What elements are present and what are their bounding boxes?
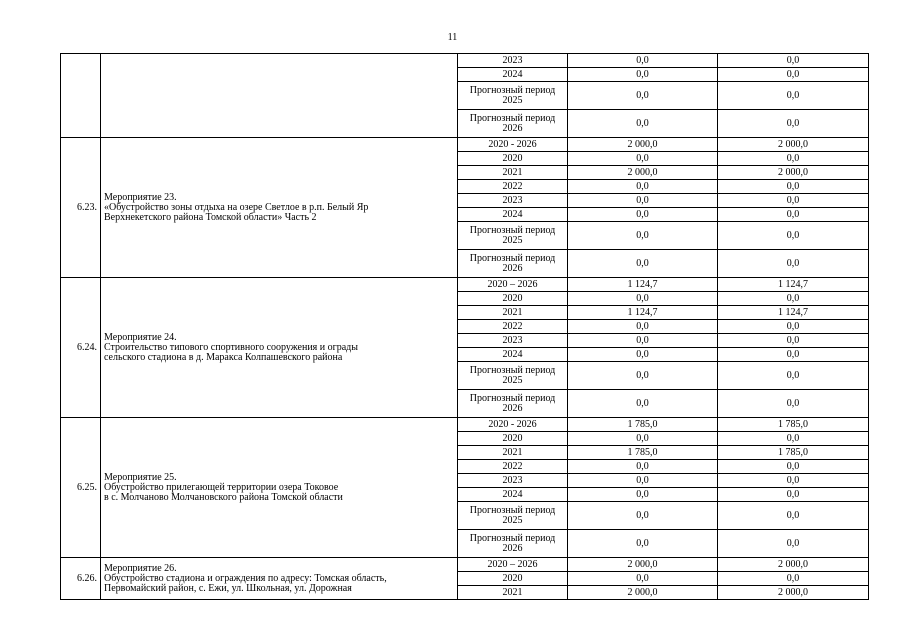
period-cell: 2024 bbox=[458, 68, 568, 82]
value-cell: 0,0 bbox=[568, 222, 718, 250]
value-cell: 0,0 bbox=[718, 54, 869, 68]
value-cell: 0,0 bbox=[568, 292, 718, 306]
value-cell: 0,0 bbox=[568, 82, 718, 110]
value-cell: 0,0 bbox=[718, 334, 869, 348]
value-cell: 2 000,0 bbox=[568, 166, 718, 180]
period-cell: 2022 bbox=[458, 180, 568, 194]
table-row bbox=[61, 278, 869, 292]
period-cell: 2023 bbox=[458, 54, 568, 68]
measure-description-line: «Обустройство зоны отдыха на озере Светлое в р.п. Белый Яр bbox=[104, 201, 369, 213]
value-cell: 0,0 bbox=[718, 292, 869, 306]
measure-title: Мероприятие 26. bbox=[104, 562, 177, 574]
value-cell: 2 000,0 bbox=[718, 138, 869, 152]
value-cell: 0,0 bbox=[568, 208, 718, 222]
period-cell: Прогнозный период 2026 bbox=[458, 390, 568, 418]
value-cell: 0,0 bbox=[568, 54, 718, 68]
value-cell: 1 124,7 bbox=[718, 278, 869, 292]
measure-title: Мероприятие 23. bbox=[104, 191, 177, 203]
measure-number: 6.26. bbox=[61, 558, 101, 600]
value-cell: 0,0 bbox=[568, 334, 718, 348]
period-cell: 2020 bbox=[458, 432, 568, 446]
measure-description-line: в с. Молчаново Молчановского района Томской области bbox=[104, 491, 343, 503]
period-cell: 2020 - 2026 bbox=[458, 418, 568, 432]
period-cell: 2024 bbox=[458, 208, 568, 222]
value-cell: 0,0 bbox=[718, 488, 869, 502]
period-cell: Прогнозный период 2025 bbox=[458, 82, 568, 110]
period-cell: Прогнозный период 2026 bbox=[458, 110, 568, 138]
value-cell: 1 785,0 bbox=[718, 446, 869, 460]
value-cell: 0,0 bbox=[568, 194, 718, 208]
value-cell: 0,0 bbox=[568, 432, 718, 446]
value-cell: 2 000,0 bbox=[568, 586, 718, 600]
value-cell: 0,0 bbox=[568, 348, 718, 362]
value-cell: 1 785,0 bbox=[568, 446, 718, 460]
measure-title: Мероприятие 25. bbox=[104, 471, 177, 483]
value-cell: 0,0 bbox=[718, 250, 869, 278]
financing-table bbox=[60, 53, 869, 600]
period-cell: 2022 bbox=[458, 320, 568, 334]
value-cell: 0,0 bbox=[718, 68, 869, 82]
table-row bbox=[61, 418, 869, 432]
value-cell: 0,0 bbox=[718, 474, 869, 488]
value-cell: 0,0 bbox=[568, 572, 718, 586]
value-cell: 0,0 bbox=[568, 68, 718, 82]
measure-description-line: Обустройство стадиона и ограждения по адресу: Томская область, bbox=[104, 572, 387, 584]
value-cell: 1 785,0 bbox=[718, 418, 869, 432]
measure-number: 6.25. bbox=[61, 418, 101, 558]
value-cell: 0,0 bbox=[718, 82, 869, 110]
period-cell: 2023 bbox=[458, 474, 568, 488]
value-cell: 0,0 bbox=[718, 460, 869, 474]
period-cell: Прогнозный период 2026 bbox=[458, 530, 568, 558]
value-cell: 2 000,0 bbox=[718, 166, 869, 180]
period-cell: 2020 bbox=[458, 152, 568, 166]
period-cell: 2021 bbox=[458, 446, 568, 460]
value-cell: 0,0 bbox=[718, 320, 869, 334]
measure-description-line: Строительство типового спортивного сооружения и ограды bbox=[104, 341, 358, 353]
period-cell: 2021 bbox=[458, 166, 568, 180]
value-cell: 0,0 bbox=[568, 362, 718, 390]
measure-name-cell bbox=[101, 418, 458, 558]
value-cell: 0,0 bbox=[718, 152, 869, 166]
value-cell: 2 000,0 bbox=[568, 558, 718, 572]
table-row bbox=[61, 54, 869, 68]
value-cell: 0,0 bbox=[718, 390, 869, 418]
value-cell: 0,0 bbox=[718, 362, 869, 390]
period-cell: 2020 - 2026 bbox=[458, 138, 568, 152]
period-cell: Прогнозный период 2026 bbox=[458, 250, 568, 278]
period-cell: 2023 bbox=[458, 334, 568, 348]
value-cell: 0,0 bbox=[718, 208, 869, 222]
table-row bbox=[61, 138, 869, 152]
period-cell: 2020 bbox=[458, 572, 568, 586]
measure-number-cell bbox=[61, 54, 101, 138]
period-cell: 2021 bbox=[458, 586, 568, 600]
page-number: 11 bbox=[447, 32, 458, 43]
value-cell: 2 000,0 bbox=[718, 586, 869, 600]
measure-description-line: Верхнекетского района Томской области» Часть 2 bbox=[104, 211, 317, 223]
period-cell: 2023 bbox=[458, 194, 568, 208]
measure-number: 6.24. bbox=[61, 278, 101, 418]
value-cell: 0,0 bbox=[568, 152, 718, 166]
value-cell: 1 124,7 bbox=[718, 306, 869, 320]
value-cell: 1 124,7 bbox=[568, 306, 718, 320]
measure-number: 6.23. bbox=[61, 138, 101, 278]
value-cell: 0,0 bbox=[568, 180, 718, 194]
value-cell: 0,0 bbox=[568, 390, 718, 418]
value-cell: 0,0 bbox=[568, 530, 718, 558]
measure-name-cell bbox=[101, 558, 458, 600]
value-cell: 0,0 bbox=[718, 194, 869, 208]
measure-name-cell bbox=[101, 278, 458, 418]
period-cell: 2020 bbox=[458, 292, 568, 306]
measure-name-cell bbox=[101, 138, 458, 278]
value-cell: 0,0 bbox=[568, 460, 718, 474]
value-cell: 0,0 bbox=[568, 474, 718, 488]
value-cell: 0,0 bbox=[718, 530, 869, 558]
measure-description-line: Обустройство прилегающей территории озера Токовое bbox=[104, 481, 339, 493]
value-cell: 0,0 bbox=[718, 432, 869, 446]
value-cell: 0,0 bbox=[568, 488, 718, 502]
measure-title: Мероприятие 24. bbox=[104, 331, 177, 343]
measure-description-line: Первомайский район, с. Ежи, ул. Школьная, ул. Дорожная bbox=[104, 582, 352, 594]
value-cell: 0,0 bbox=[718, 222, 869, 250]
period-cell: Прогнозный период 2025 bbox=[458, 222, 568, 250]
measure-description-line: сельского стадиона в д. Маракса Колпашевского района bbox=[104, 351, 343, 363]
period-cell: 2022 bbox=[458, 460, 568, 474]
period-cell: 2024 bbox=[458, 348, 568, 362]
value-cell: 0,0 bbox=[718, 502, 869, 530]
period-cell: 2020 – 2026 bbox=[458, 558, 568, 572]
value-cell: 2 000,0 bbox=[568, 138, 718, 152]
measure-name-cell bbox=[101, 54, 458, 138]
value-cell: 0,0 bbox=[718, 572, 869, 586]
table-row bbox=[61, 558, 869, 572]
period-cell: 2021 bbox=[458, 306, 568, 320]
period-cell: 2020 – 2026 bbox=[458, 278, 568, 292]
period-cell: Прогнозный период 2025 bbox=[458, 502, 568, 530]
value-cell: 0,0 bbox=[718, 348, 869, 362]
value-cell: 0,0 bbox=[568, 502, 718, 530]
value-cell: 0,0 bbox=[718, 110, 869, 138]
value-cell: 0,0 bbox=[718, 180, 869, 194]
value-cell: 2 000,0 bbox=[718, 558, 869, 572]
period-cell: 2024 bbox=[458, 488, 568, 502]
value-cell: 0,0 bbox=[568, 110, 718, 138]
value-cell: 0,0 bbox=[568, 250, 718, 278]
value-cell: 1 785,0 bbox=[568, 418, 718, 432]
table-body bbox=[61, 54, 869, 600]
value-cell: 0,0 bbox=[568, 320, 718, 334]
period-cell: Прогнозный период 2025 bbox=[458, 362, 568, 390]
value-cell: 1 124,7 bbox=[568, 278, 718, 292]
